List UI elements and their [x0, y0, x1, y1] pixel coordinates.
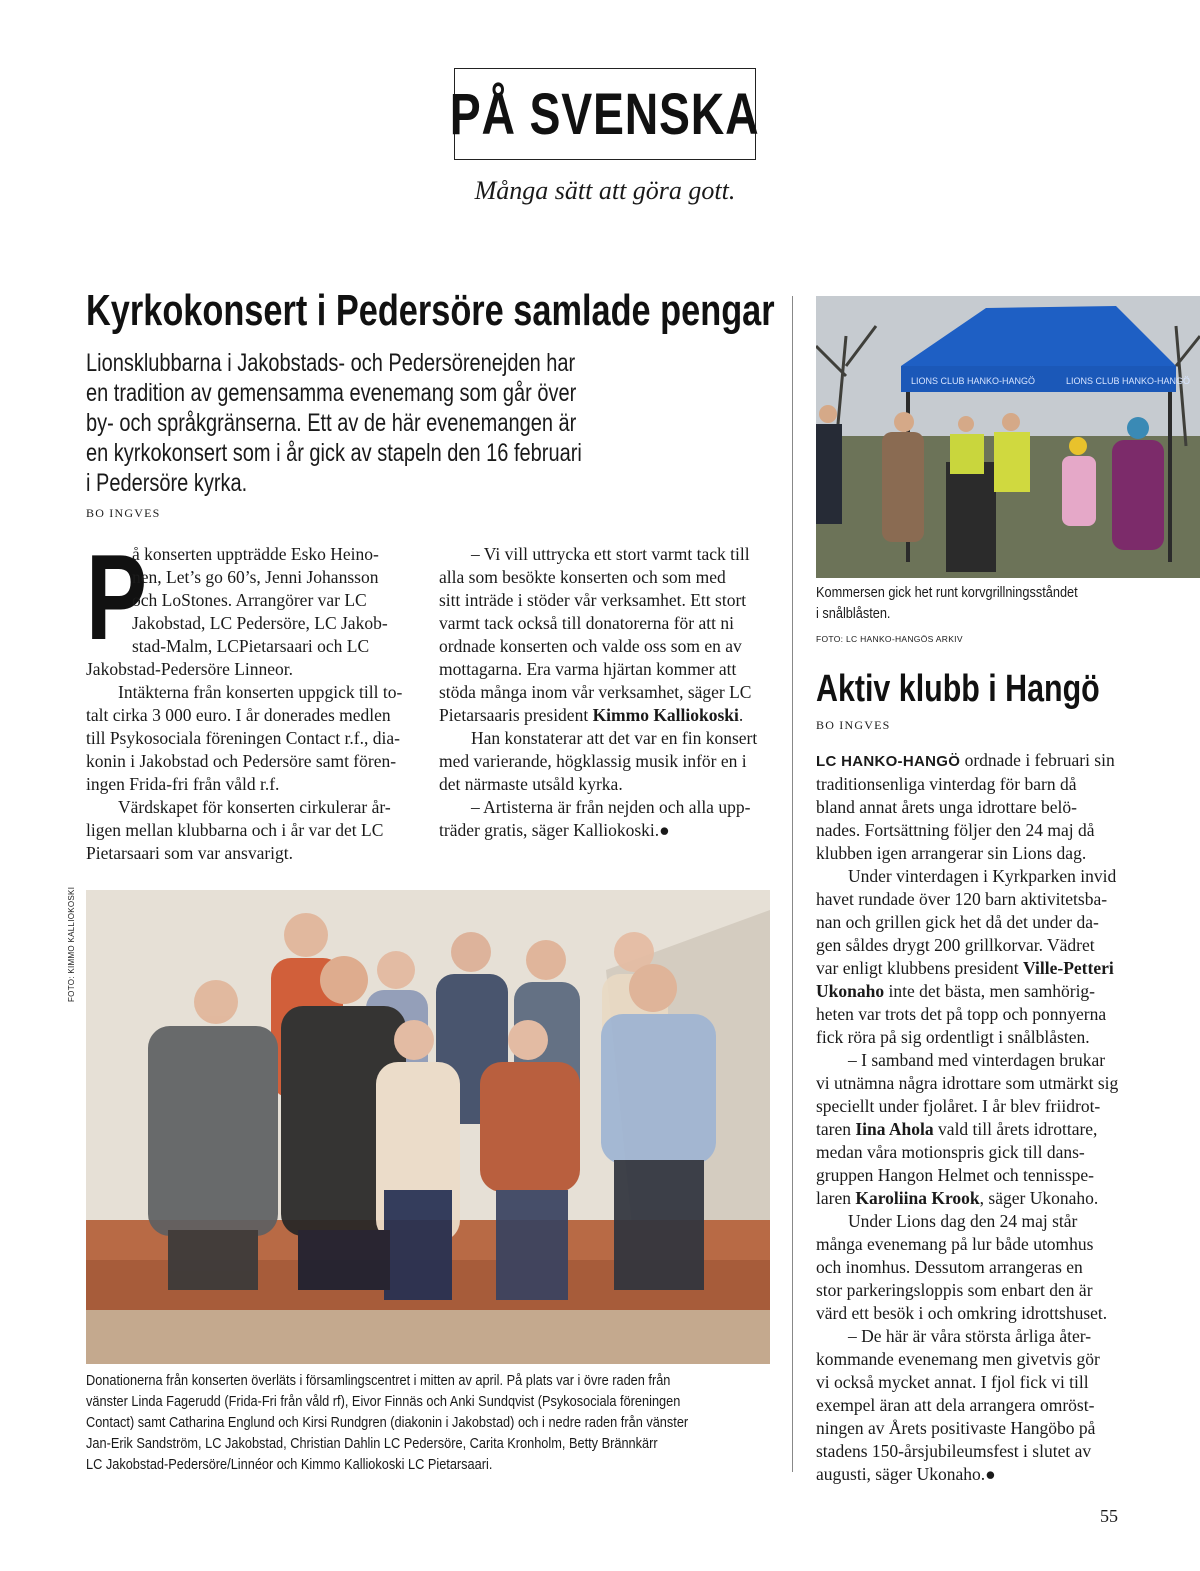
- body-line: – I samband med vinterdagen brukar: [848, 1050, 1106, 1070]
- body-line: – Artisterna är från nejden och alla upp-: [471, 797, 751, 817]
- club-name: LC HANKO-HANGÖ: [816, 753, 961, 770]
- body-text-run: , säger Ukonaho.: [979, 1188, 1099, 1208]
- caption-line: Jan-Erik Sandström, LC Jakobstad, Christian Dahlin LC Pedersöre, Carita Kronholm, Betty Brännkärr: [86, 1436, 658, 1452]
- body-line: ningen av Årets positivaste Hangöbo på: [816, 1418, 1096, 1438]
- body-line: konin i Jakobstad och Pedersöre samt fören-: [86, 751, 397, 771]
- body-line: bland annat årets unga idrottare belö-: [816, 797, 1077, 817]
- body-line: värd ett besök i och omkring idrottshuset.: [816, 1303, 1108, 1323]
- body-line: Jakobstad, LC Pedersöre, LC Jakob-: [132, 613, 388, 633]
- body-line: ordnade konserten och valde oss som en av: [439, 636, 742, 656]
- body-line: och LoStones. Arrangörer var LC: [132, 590, 367, 610]
- body-line: speciellt under fjolåret. I år blev friidrot-: [816, 1096, 1101, 1116]
- body-line: Han konstaterar att det var en fin konsert: [471, 728, 758, 748]
- body-line: till Psykosociala föreningen Contact r.f., dia-: [86, 728, 400, 748]
- body-line: stor parkeringsloppis som enbart den är: [816, 1280, 1093, 1300]
- body-line: ligen mellan klubbarna och i år var det LC: [86, 820, 384, 840]
- body-line: alla som besökte konserten och som med: [439, 567, 726, 587]
- body-line: heten var trots det på topp och ponnyerna: [816, 1004, 1107, 1024]
- body-line: nades. Fortsättning följer den 24 maj då: [816, 820, 1095, 840]
- body-line: stadens 150-årsjubileumsfest i slutet av: [816, 1441, 1092, 1461]
- article-column-1: [86, 543, 416, 865]
- body-line: havet rundade över 120 barn aktivitetsba-: [816, 889, 1108, 909]
- article-byline: BO INGVES: [86, 506, 161, 520]
- body-text-run: Pietarsaaris president: [439, 705, 593, 725]
- body-line: [816, 749, 1124, 773]
- body-line: augusti, säger Ukonaho.●: [816, 1464, 996, 1484]
- group-photo-illustration: [86, 890, 770, 1364]
- tent-photo-illustration: [816, 296, 1200, 578]
- body-line: Värdskapet för konserten cirkulerar år-: [118, 797, 391, 817]
- body-line: Jakobstad-Pedersöre Linneor.: [86, 659, 294, 679]
- body-line: [816, 980, 1124, 1003]
- body-line: Pietarsaari som var ansvarigt.: [86, 843, 294, 863]
- body-line: talt cirka 3 000 euro. I år donerades medlen: [86, 705, 391, 725]
- body-line: sitt inträde i stöder vår verksamhet. Ett stort: [439, 590, 747, 610]
- column-divider: [792, 296, 793, 1472]
- body-line: medan våra motionspris gick till dans-: [816, 1142, 1085, 1162]
- person-name: Ukonaho: [816, 981, 885, 1001]
- page-number: 55: [1100, 1506, 1118, 1526]
- body-line: stad-Malm, LCPietarsaari och LC: [132, 636, 370, 656]
- person-name: Karoliina Krook: [855, 1188, 980, 1208]
- article-column-2: [439, 543, 774, 842]
- photo-credit: FOTO: KIMMO KALLIOKOSKI: [67, 886, 76, 1002]
- person-name: Kimmo Kalliokoski: [592, 705, 739, 725]
- body-text-run: taren: [816, 1119, 856, 1139]
- body-text-run: vald till årets idrottare,: [933, 1119, 1098, 1139]
- person-name: Iina Ahola: [855, 1119, 934, 1139]
- article-headline: Kyrkokonsert i Pedersöre samlade pengar: [86, 286, 775, 335]
- body-text-run: laren: [816, 1188, 856, 1208]
- body-line: vi också mycket annat. I fjol fick vi till: [816, 1372, 1089, 1392]
- body-line: träder gratis, säger Kalliokoski.●: [439, 820, 670, 840]
- body-line: stöda många inom vår verksamhet, säger LC: [439, 682, 752, 702]
- body-line: traditionsenliga vinterdag för barn då: [816, 774, 1077, 794]
- body-text-run: inte det bästa, men samhörig-: [884, 981, 1096, 1001]
- body-line: Under vinterdagen i Kyrkparken invid: [848, 866, 1117, 886]
- tent-photo-caption: [816, 583, 1078, 625]
- body-line: – De här är våra största årliga åter-: [848, 1326, 1092, 1346]
- body-line: ingen Frida-fri från våld r.f.: [86, 774, 280, 794]
- body-line: å konserten uppträdde Esko Heino-: [132, 544, 379, 564]
- body-line: kommande evenemang men givetvis gör: [816, 1349, 1100, 1369]
- caption-line: vänster Linda Fagerudd (Frida-Fri från våld rf), Eivor Finnäs och Anki Sundqvist (Psykosociala föreningen: [86, 1394, 681, 1410]
- drop-cap: P: [86, 529, 148, 665]
- body-line: vi utnämna några idrottare som utmärkt sig: [816, 1073, 1119, 1093]
- section-tagline: Många sätt att göra gott.: [474, 176, 736, 205]
- body-line: [816, 1187, 1124, 1210]
- body-line: Intäkterna från konserten uppgick till to-: [118, 682, 403, 702]
- body-line: Under Lions dag den 24 maj står: [848, 1211, 1078, 1231]
- body-line: [439, 704, 774, 727]
- article2-byline: BO INGVES: [816, 718, 891, 732]
- caption-line: Contact) samt Catharina Englund och Kirsi Rundgren (diakonin i Jakobstad) och i nedre raden från vänster: [86, 1415, 689, 1431]
- lead-line: i Pedersöre kyrka.: [86, 469, 248, 497]
- tent-photo-credit: FOTO: LC HANKO-HANGÖS ARKIV: [816, 634, 963, 644]
- lead-line: en tradition av gemensamma evenemang som går över: [86, 379, 577, 407]
- tent-banner-text-1: LIONS CLUB HANKO-HANGÖ: [911, 376, 1036, 386]
- body-line: [816, 1118, 1124, 1141]
- article-lead: [86, 348, 614, 498]
- body-line: fick röra på sig ordentligt i snålblåsten.: [816, 1027, 1090, 1047]
- caption-line: Kommersen gick het runt korvgrillningsståndet: [816, 585, 1078, 601]
- section-title: PÅ SVENSKA: [450, 81, 760, 147]
- body-text-run: ordnade i februari sin: [960, 750, 1115, 770]
- body-line: och inomhus. Dessutom arrangeras en: [816, 1257, 1083, 1277]
- caption-line: i snålblåsten.: [816, 606, 891, 622]
- body-line: exempel äran att dela arrangera omröst-: [816, 1395, 1095, 1415]
- body-line: – Vi vill uttrycka ett stort varmt tack till: [471, 544, 750, 564]
- body-text-run: var enligt klubbens president: [816, 958, 1024, 978]
- body-line: nan och grillen gick het då det under da-: [816, 912, 1099, 932]
- body-line: det närmaste utsåld kyrka.: [439, 774, 623, 794]
- body-line: [816, 957, 1124, 980]
- caption-line: Donationerna från konserten överläts i församlingscentret i mitten av april. På plats var i övre raden från: [86, 1373, 671, 1389]
- caption-line: LC Jakobstad-Pedersöre/Linnéor och Kimmo Kalliokoski LC Pietarsaari.: [86, 1457, 493, 1473]
- group-photo-caption: [86, 1371, 688, 1476]
- lead-line: by- och språkgränserna. Ett av de här evenemangen är: [86, 409, 577, 437]
- person-name: Ville-Petteri: [1023, 958, 1114, 978]
- tent-photo: [816, 296, 1200, 578]
- section-title-box: [450, 68, 760, 160]
- body-line: gruppen Hangon Helmet och tennisspe-: [816, 1165, 1094, 1185]
- body-line: med varierande, högklassig musik inför en i: [439, 751, 747, 771]
- tent-banner-text-2: LIONS CLUB HANKO-HANGÖ: [1066, 376, 1191, 386]
- body-line: nen, Let’s go 60’s, Jenni Johansson: [132, 567, 379, 587]
- lead-line: en kyrkokonsert som i år gick av stapeln den 16 februari: [86, 439, 582, 467]
- body-line: mottagarna. Era varma hjärtan kommer att: [439, 659, 737, 679]
- body-line: många evenemang på lur både utomhus: [816, 1234, 1094, 1254]
- body-line: varmt tack också till donatorerna för att ni: [439, 613, 734, 633]
- body-line: klubben igen arrangerar sin Lions dag.: [816, 843, 1087, 863]
- article2-column: [816, 749, 1124, 1486]
- body-text-run: .: [738, 705, 744, 725]
- body-line: gen såldes drygt 200 grillkorvar. Vädret: [816, 935, 1095, 955]
- article2-headline: Aktiv klubb i Hangö: [816, 668, 1100, 710]
- lead-line: Lionsklubbarna i Jakobstads- och Pedersörenejden har: [86, 349, 576, 377]
- group-photo: [86, 890, 770, 1364]
